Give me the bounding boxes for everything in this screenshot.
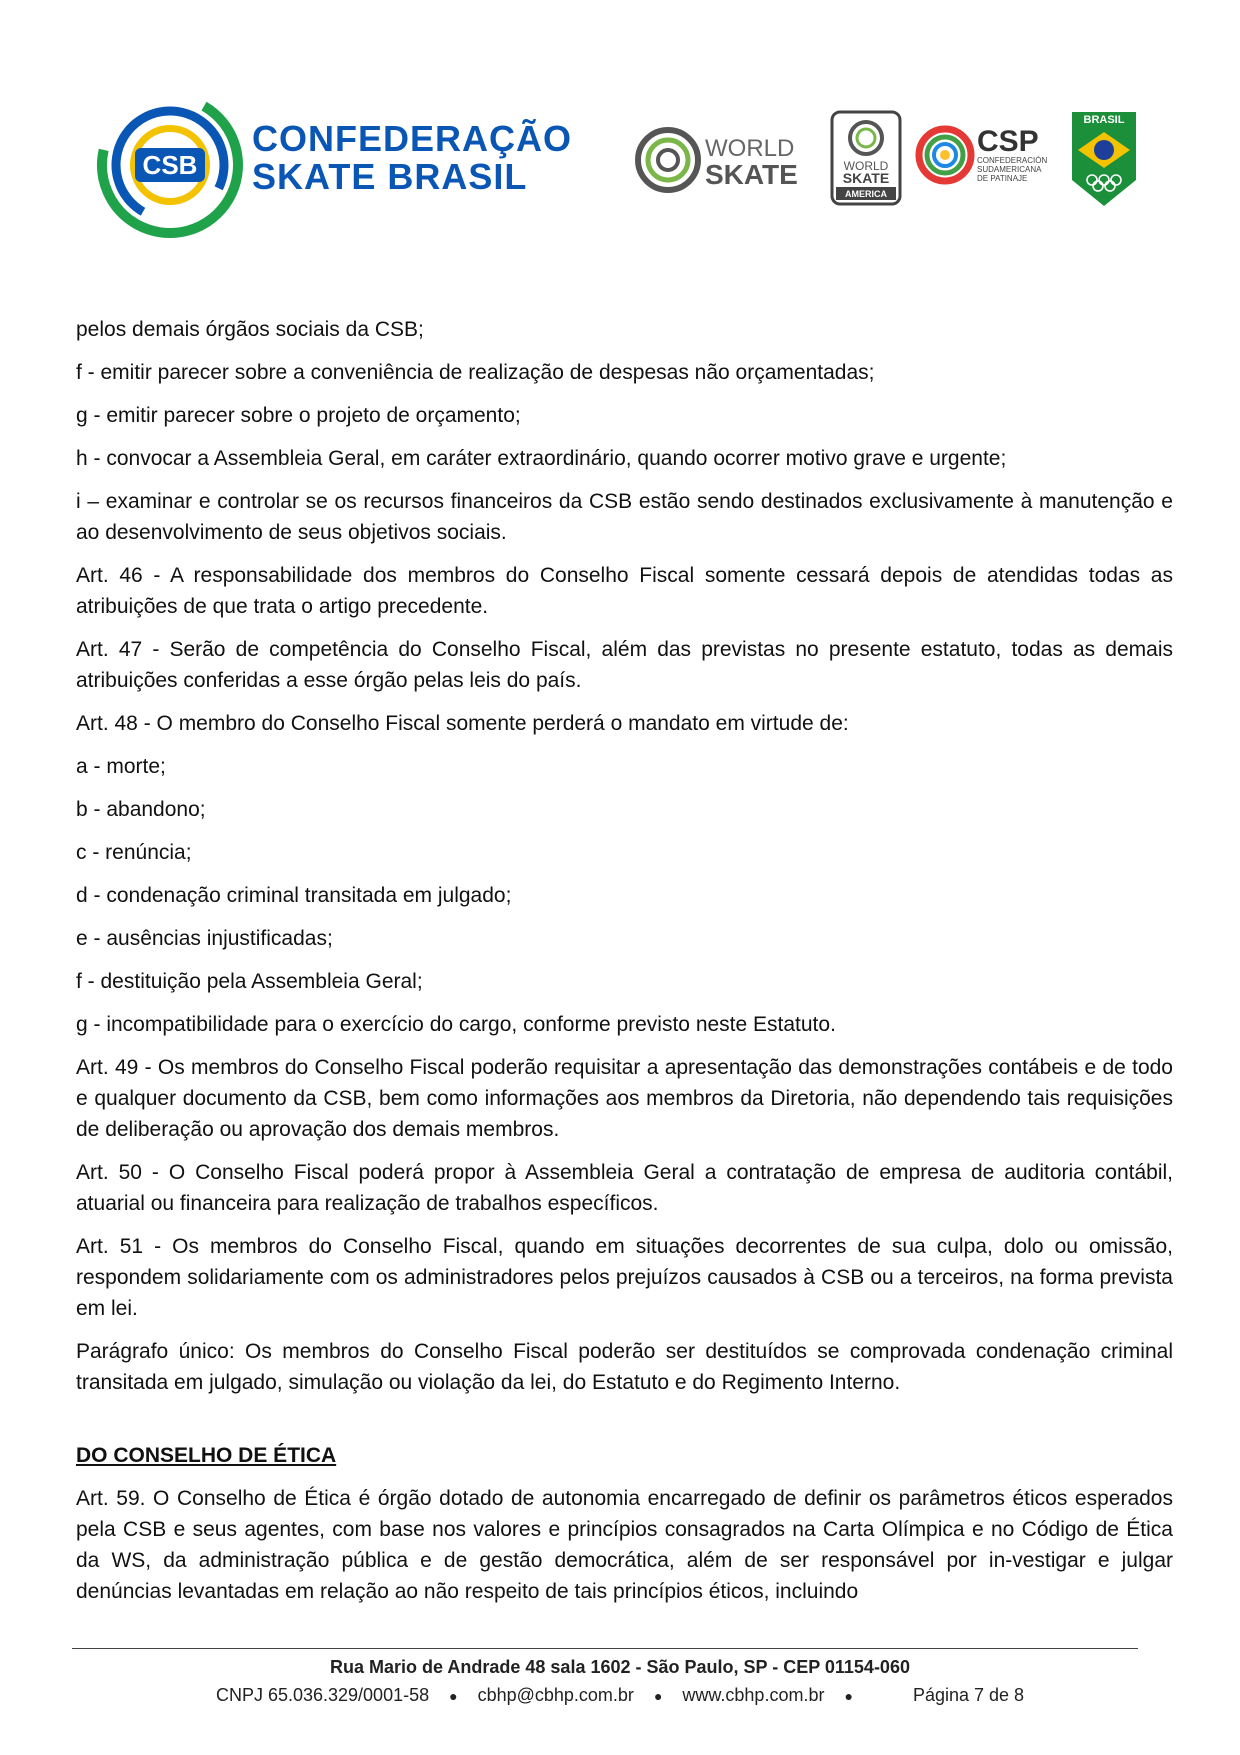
svg-text:SKATE: SKATE bbox=[842, 170, 890, 186]
list-item: e - ausências injustificadas; bbox=[76, 927, 333, 950]
paragraph: Parágrafo único: Os membros do Conselho Fiscal poderão ser destituídos se comprovada condenação criminal transitada em julgado, simulação ou violação da lei, do Estatuto e do Regimento Interno. bbox=[76, 1340, 1173, 1394]
csb-logo bbox=[95, 90, 245, 240]
page-number: Página 7 de 8 bbox=[912, 1685, 1025, 1705]
svg-text:WORLD: WORLD bbox=[843, 159, 889, 173]
document-body bbox=[76, 314, 1173, 1619]
paragraph: Art. 48 - O membro do Conselho Fiscal somente perderá o mandato em virtude de: bbox=[76, 712, 849, 735]
footer-contact bbox=[0, 1685, 1240, 1706]
svg-text:CONFEDERACIÓN: CONFEDERACIÓN bbox=[977, 156, 1048, 165]
list-item: a - morte; bbox=[76, 755, 166, 778]
svg-text:CSB: CSB bbox=[142, 150, 198, 180]
brasil-olympic-logo bbox=[1070, 110, 1138, 208]
paragraph: Art. 49 - Os membros do Conselho Fiscal poderão requisitar a apresentação das demonstrações contábeis e de todo e qualquer documento da CSB, bem como informações aos membros da Diretoria, não dependendo tais requisições de deliberação ou aprovação dos demais membros. bbox=[76, 1056, 1173, 1141]
paragraph: Art. 51 - Os membros do Conselho Fiscal, quando em situações decorrentes de sua culpa, dolo ou omissão, respondem solidariamente com os administradores pelos prejuízos causados à CSB ou a terceiros, na forma prevista em lei. bbox=[76, 1235, 1173, 1320]
footer-divider bbox=[72, 1648, 1138, 1649]
svg-text:BRASIL: BRASIL bbox=[1083, 114, 1125, 126]
paragraph: h - convocar a Assembleia Geral, em caráter extraordinário, quando ocorrer motivo grave e urgente; bbox=[76, 447, 1007, 470]
footer-address: Rua Mario de Andrade 48 sala 1602 - São Paulo, SP - CEP 01154-060 bbox=[330, 1657, 910, 1677]
list-item: g - incompatibilidade para o exercício do cargo, conforme previsto neste Estatuto. bbox=[76, 1013, 836, 1036]
org-title-line1: CONFEDERAÇÃO bbox=[252, 118, 573, 159]
org-title-line2: SKATE BRASIL bbox=[252, 156, 528, 197]
list-item: f - destituição pela Assembleia Geral; bbox=[76, 970, 423, 993]
paragraph: Art. 47 - Serão de competência do Conselho Fiscal, além das previstas no presente estatuto, todas as demais atribuições conferidas a esse órgão pelas leis do país. bbox=[76, 638, 1173, 692]
bullet-icon: ● bbox=[653, 1688, 663, 1704]
org-title bbox=[252, 120, 572, 196]
footer-email[interactable]: cbhp@cbhp.com.br bbox=[477, 1685, 634, 1705]
paragraph: i – examinar e controlar se os recursos financeiros da CSB estão sendo destinados exclusivamente à manutenção e ao desenvolvimento de seus objetivos sociais. bbox=[76, 490, 1173, 544]
world-skate-logo bbox=[630, 120, 815, 200]
bullet-icon: ● bbox=[449, 1688, 458, 1704]
bullet-icon: ● bbox=[844, 1688, 853, 1704]
list-item: c - renúncia; bbox=[76, 841, 192, 864]
list-item: b - abandono; bbox=[76, 798, 206, 821]
list-item: d - condenação criminal transitada em julgado; bbox=[76, 884, 512, 907]
paragraph: Art. 50 - O Conselho Fiscal poderá propor à Assembleia Geral a contratação de empresa de auditoria contábil, atuarial ou financeira para realização de trabalhos específicos. bbox=[76, 1161, 1173, 1215]
paragraph: Art. 46 - A responsabilidade dos membros do Conselho Fiscal somente cessará depois de atendidas todas as atribuições de que trata o artigo precedente. bbox=[76, 564, 1173, 618]
svg-text:CSP: CSP bbox=[977, 125, 1039, 158]
svg-text:SUDAMERICANA: SUDAMERICANA bbox=[977, 165, 1042, 174]
svg-text:WORLD: WORLD bbox=[705, 135, 795, 162]
world-skate-america-logo bbox=[830, 110, 902, 206]
footer-website[interactable]: www.cbhp.com.br bbox=[682, 1685, 825, 1705]
paragraph: pelos demais órgãos sociais da CSB; bbox=[76, 318, 424, 341]
csp-logo bbox=[915, 115, 1055, 195]
svg-text:AMERICA: AMERICA bbox=[845, 189, 887, 199]
paragraph: Art. 59. O Conselho de Ética é órgão dotado de autonomia encarregado de definir os parâmetros éticos esperados pela CSB e seus agentes, com base nos valores e princípios consagrados na Carta Olímpica e no Código de Ética da WS, da administração pública e de gestão democrática, além de ser responsável por in-vestigar e julgar denúncias levantadas em relação ao não respeito de tais princípios éticos, incluindo bbox=[76, 1487, 1173, 1603]
paragraph: f - emitir parecer sobre a conveniência de realização de despesas não orçamentadas; bbox=[76, 361, 875, 384]
section-title: DO CONSELHO DE ÉTICA bbox=[76, 1444, 337, 1467]
footer-cnpj: CNPJ 65.036.329/0001-58 bbox=[215, 1685, 430, 1705]
svg-text:DE PATINAJE: DE PATINAJE bbox=[977, 174, 1028, 183]
svg-text:SKATE: SKATE bbox=[705, 159, 798, 190]
page-header bbox=[0, 0, 1240, 260]
paragraph: g - emitir parecer sobre o projeto de orçamento; bbox=[76, 404, 521, 427]
